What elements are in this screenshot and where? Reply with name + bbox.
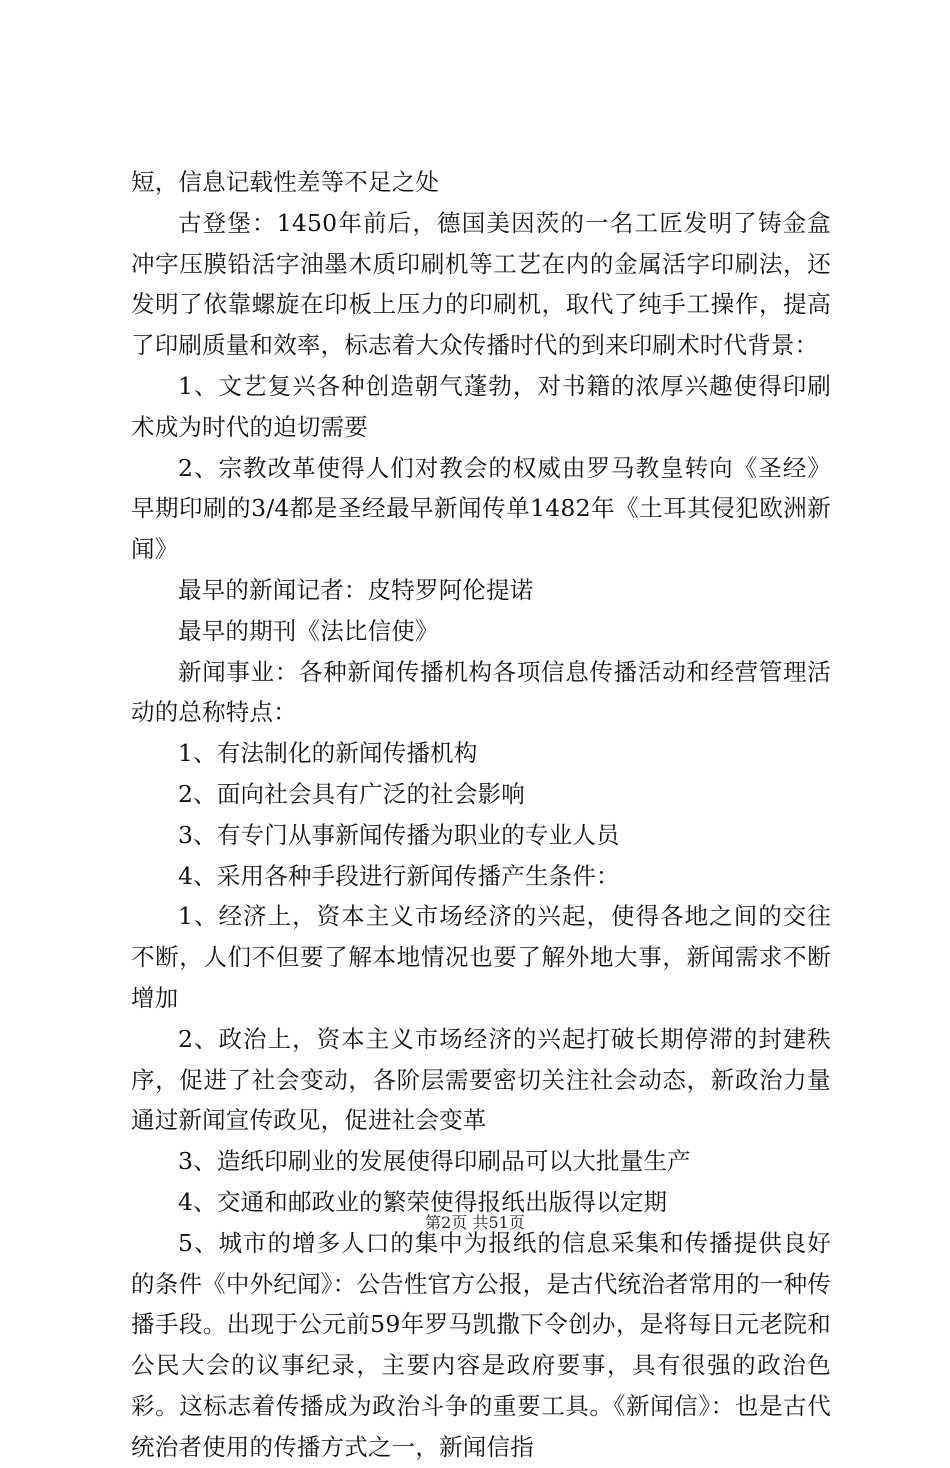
paragraph: 2、面向社会具有广泛的社会影响 <box>178 779 525 808</box>
document-body <box>131 162 831 1468</box>
paragraph: 新闻事业：各种新闻传播机构各项信息传播活动和经营管理活动的总称特点： <box>131 657 831 727</box>
paragraph: 2、宗教改革使得人们对教会的权威由罗马教皇转向《圣经》早期印刷的3/4都是圣经最早新闻传单1482年《土耳其侵犯欧洲新闻》 <box>131 453 831 564</box>
paragraph: 3、造纸印刷业的发展使得印刷品可以大批量生产 <box>178 1147 691 1176</box>
paragraph: 1、有法制化的新闻传播机构 <box>178 739 478 768</box>
paragraph: 古登堡：1450年前后，德国美因茨的一名工匠发明了铸金盒冲字压膜铅活字油墨木质印刷机等工艺在内的金属活字印刷法，还发明了依靠螺旋在印板上压力的印刷机，取代了纯手工操作，提高了印刷质量和效率，标志着大众传播时代的到来印刷术时代背景： <box>131 208 831 360</box>
paragraph: 4、交通和邮政业的繁荣使得报纸出版得以定期 <box>178 1187 668 1216</box>
page-number-footer: 第2页 共51页 <box>425 1213 525 1232</box>
paragraph: 短，信息记载性差等不足之处 <box>131 168 440 196</box>
paragraph: 2、政治上，资本主义市场经济的兴起打破长期停滞的封建秩序，促进了社会变动，各阶层需要密切关注社会动态，新政治力量通过新闻宣传政见，促进社会变革 <box>131 1024 831 1135</box>
paragraph: 1、文艺复兴各种创造朝气蓬勃，对书籍的浓厚兴趣使得印刷术成为时代的迫切需要 <box>131 371 831 441</box>
paragraph: 最早的新闻记者：皮特罗阿伦提诺 <box>178 575 534 604</box>
paragraph: 最早的期刊《法比信使》 <box>178 616 439 645</box>
paragraph: 4、采用各种手段进行新闻传播产生条件： <box>178 861 620 890</box>
paragraph: 1、经济上，资本主义市场经济的兴起，使得各地之间的交往不断，人们不但要了解本地情况也要了解外地大事，新闻需求不断增加 <box>131 902 831 1012</box>
paragraph: 3、有专门从事新闻传播为职业的专业人员 <box>178 820 620 849</box>
paragraph: 5、城市的增多人口的集中为报纸的信息采集和传播提供良好的条件《中外纪闻》：公告性官方公报，是古代统治者常用的一种传播手段。出现于公元前59年罗马凯撒下令创办，是将每日元老院和公民大会的议事纪录，主要内容是政府要事，具有很强的政治色彩。这标志着传播成为政治斗争的重要工具。《新闻信》：也是古代统治者使用的传播方式之一，新闻信指 <box>131 1228 831 1461</box>
